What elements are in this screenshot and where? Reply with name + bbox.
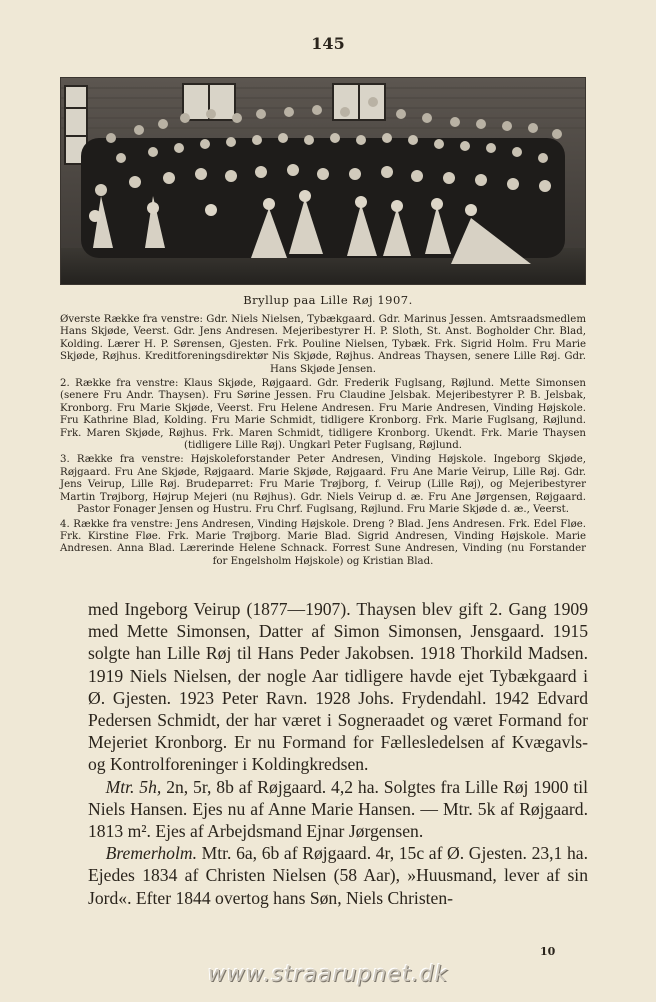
body-paragraph-2-rest: 2n, 5r, 8b af Røjgaard. 4,2 ha. Solgtes fra Lille Røj 1900 til Niels Hansen. Ejes nu af Anne Marie Hansen. — Mtr. 5k af Røjgaard. 1813 m². Ejes af Arbejdsmand Ejnar Jørgensen. xyxy=(88,776,589,842)
names-row-3: 3. Række fra venstre: Højskoleforstander Peter Andresen, Vinding Højskole. Ingeborg Skjøde, Røjgaard. Fru Ane Skjøde, Røjgaard. Marie Skjøde, Røjgaard. Fru Ane Marie Veirup, Lille Røj. Gdr. Jens Veirup, Lille Røj. Brudeparret: Fru Marie Trøjborg, f. Veirup (Lille Røj), og Mejeribestyrer Martin Trøjborg, Højrup Mejeri (nu Røjhus). Gdr. Niels Veirup d. æ. Fru Ane Jørgensen, Røjgaard. Pastor Fonager Jensen og Hustru. Fru Chrf. Fuglsang, Røjlund. Fru Marie Skjøde d. æ., Veerst. xyxy=(60,454,586,516)
page-number: 145 xyxy=(311,34,345,53)
body-paragraph-1: med Ingeborg Veirup (1877—1907). Thaysen blev gift 2. Gang 1909 med Mette Simonsen, Datter af Simon Simonsen, Jensgaard. 1915 solgte han Lille Røj til Hans Peder Jakobsen. 1918 Thorkild Madsen. 1919 Niels Nielsen, der nogle Aar tidligere havde ejet Tybækgaard i Ø. Gjesten. 1923 Peter Ravn. 1928 Johs. Frydendahl. 1942 Edvard Pedersen Schmidt, der har været i Sogneraadet og været Formand for Mejeriet Kronborg. Er nu Formand for Fællesledelsen af Kvægavls- og Kontrolforeninger i Koldingkredsen. xyxy=(88,599,588,775)
body-paragraph-3-lead: Bremerholm. xyxy=(105,843,197,864)
body-paragraph-2-lead: Mtr. 5h, xyxy=(105,776,162,797)
body-paragraph-3 xyxy=(88,842,588,909)
names-row-4: 4. Række fra venstre: Jens Andresen, Vinding Højskole. Dreng ? Blad. Jens Andresen. Frk. Edel Fløe. Frk. Kirstine Fløe. Frk. Marie Trøjborg. Marie Blad. Sigrid Andresen, Vinding Højskole. Marie Andresen. Anna Blad. Lærerinde Helene Schnack. Forrest Sune Andresen, Vinding (nu Forstander for Engelsholm Højskole) og Kristian Blad. xyxy=(60,518,586,567)
photo-caption: Bryllup paa Lille Røj 1907. xyxy=(243,293,413,307)
photo-names-list xyxy=(60,314,586,570)
body-text xyxy=(88,598,588,909)
body-paragraph-2 xyxy=(88,776,588,843)
body-paragraph-3-rest: Mtr. 6a, 6b af Røjgaard. 4r, 15c af Ø. Gjesten. 23,1 ha. Ejedes 1834 af Christen Nielsen (58 Aar), »Huusmand, lever af sin Jord«. Efter 1844 overtog hans Søn, Niels Christen- xyxy=(88,843,588,908)
names-row-1: Øverste Række fra venstre: Gdr. Niels Nielsen, Tybækgaard. Gdr. Marinus Jessen. Amtsraadsmedlem Hans Skjøde, Veerst. Gdr. Jens Andresen. Mejeribestyrer H. P. Sloth, St. Anst. Bogholder Chr. Blad, Kolding. Lærer H. P. Sørensen, Gjesten. Frk. Pouline Nielsen, Tybæk. Frk. Sigrid Holm. Fru Marie Skjøde, Røjhus. Kreditforeningsdirektør Nis Skjøde, Røjhus. Andreas Thaysen, senere Lille Røj. Gdr. Hans Skjøde Jensen. xyxy=(60,314,586,375)
watermark: www.straarupnet.dk xyxy=(207,962,449,987)
names-row-2: 2. Række fra venstre: Klaus Skjøde, Røjgaard. Gdr. Frederik Fuglsang, Røjlund. Mette Simonsen (senere Fru Andr. Thaysen). Fru Sørine Jessen. Fru Claudine Jelsbak. Mejeribestyrer P. B. Jelsbak, Kronborg. Fru Marie Skjøde, Veerst. Fru Helene Andresen. Fru Marie Andresen, Vinding Højskole. Fru Kathrine Blad, Kolding. Fru Marie Schmidt, tidligere Kronborg. Frk. Marie Fuglsang, Røjlund. Frk. Maren Skjøde, Røjhus. Frk. Maren Schmidt, tidligere Kronborg. Ukendt. Frk. Marie Thaysen (tidligere Lille Røj). Ungkarl Peter Fuglsang, Røjlund. xyxy=(60,378,586,452)
wedding-group-photo xyxy=(60,77,586,285)
signature-number: 10 xyxy=(540,945,556,958)
